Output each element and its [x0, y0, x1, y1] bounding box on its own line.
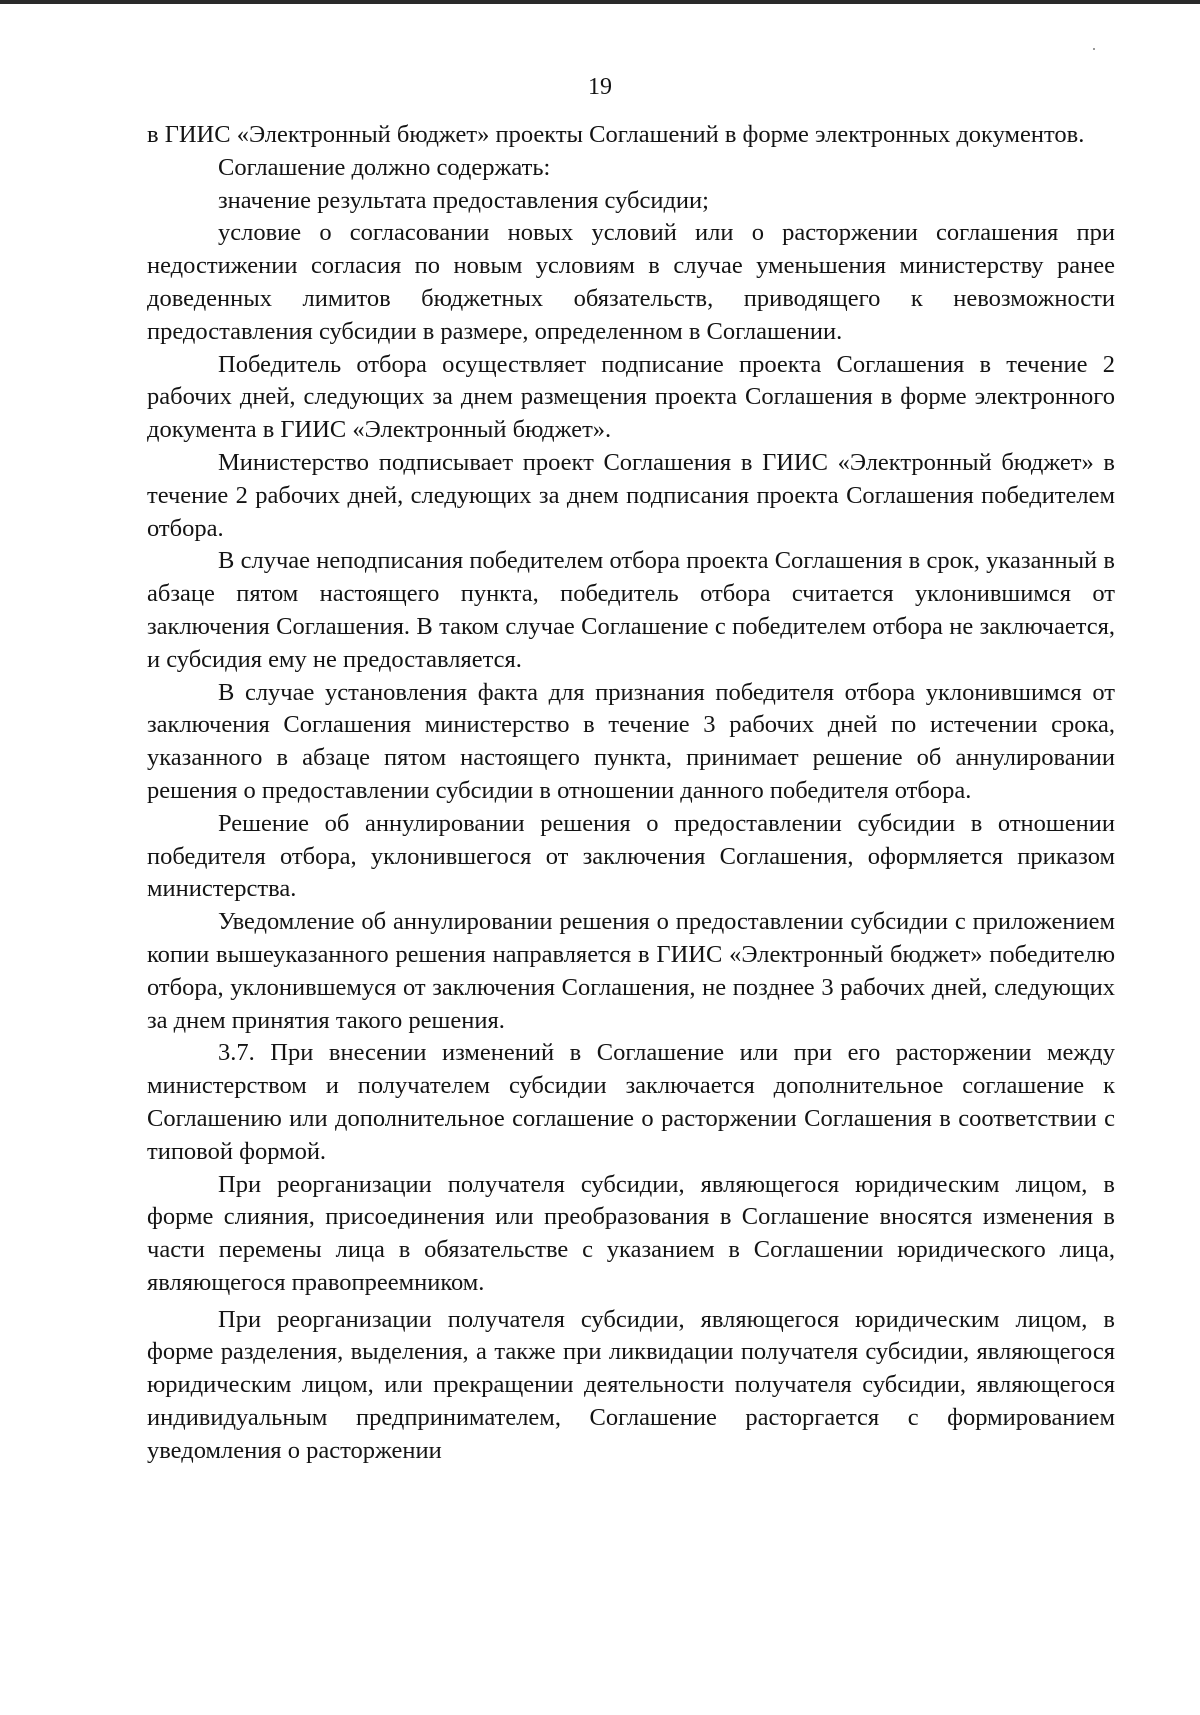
paragraph-4: условие о согласовании новых условий или о расторжении соглашения при недостижении согласия по новым условиям в случае уменьшения министерству ранее доведенных лимитов бюджетных обязательств, приводящего к невозможности предоставления субсидии в размере, определенном в Соглашении. [147, 219, 1115, 345]
paragraph-9: Решение об аннулировании решения о предоставлении субсидии в отношении победителя отбора, уклонившегося от заключения Соглашения, оформляется приказом министерства. [147, 809, 1115, 903]
paragraph-11: 3.7. При внесении изменений в Соглашение или при его расторжении между министерством и получателем субсидии заключается дополнительное соглашение к Соглашению или дополнительное соглашение о расторжении Соглашения в соответствии с типовой формой. [147, 1039, 1115, 1165]
paragraph-12: При реорганизации получателя субсидии, являющегося юридическим лицом, в форме слияния, присоединения или преобразования в Соглашение вносятся изменения в части перемены лица в обязательстве с указанием в Соглашении юридического лица, являющегося правопреемником. [147, 1170, 1115, 1296]
paragraph-13: При реорганизации получателя субсидии, являющегося юридическим лицом, в форме разделения, выделения, а также при ликвидации получателя субсидии, являющегося юридическим лицом, или прекращении деятельности получателя субсидии, являющегося индивидуальным предпринимателем, Соглашение расторгается с формированием уведомления о расторжении [147, 1305, 1115, 1464]
paragraph-5: Победитель отбора осуществляет подписание проекта Соглашения в течение 2 рабочих дней, следующих за днем размещения проекта Соглашения в форме электронного документа в ГИИС «Электронный бюджет». [147, 350, 1115, 444]
paragraph-8: В случае установления факта для признания победителя отбора уклонившимся от заключения Соглашения министерство в течение 3 рабочих дней по истечении срока, указанного в абзаце пятом настоящего пункта, принимает решение об аннулировании решения о предоставлении субсидии в отношении данного победителя отбора. [147, 678, 1115, 804]
paragraph-6: Министерство подписывает проект Соглашения в ГИИС «Электронный бюджет» в течение 2 рабочих дней, следующих за днем подписания проекта Соглашения победителем отбора. [147, 448, 1115, 542]
page-top-edge [0, 0, 1200, 4]
paragraph-7: В случае неподписания победителем отбора проекта Соглашения в срок, указанный в абзаце пятом настоящего пункта, победитель отбора считается уклонившимся от заключения Соглашения. В таком случае Соглашение с победителем отбора не заключается, и субсидия ему не предоставляется. [147, 547, 1115, 673]
page-number: 19 [588, 74, 612, 100]
paragraph-2: Соглашение должно содержать: [218, 153, 551, 181]
scan-speck [1093, 48, 1095, 50]
paragraph-3: значение результата предоставления субсидии; [218, 186, 709, 214]
paragraph-1: в ГИИС «Электронный бюджет» проекты Соглашений в форме электронных документов. [147, 121, 1085, 148]
document-body [147, 119, 1115, 1468]
paragraph-10: Уведомление об аннулировании решения о предоставлении субсидии с приложением копии вышеуказанного решения направляется в ГИИС «Электронный бюджет» победителю отбора, уклонившемуся от заключения Соглашения, не позднее 3 рабочих дней, следующих за днем принятия такого решения. [147, 908, 1115, 1034]
